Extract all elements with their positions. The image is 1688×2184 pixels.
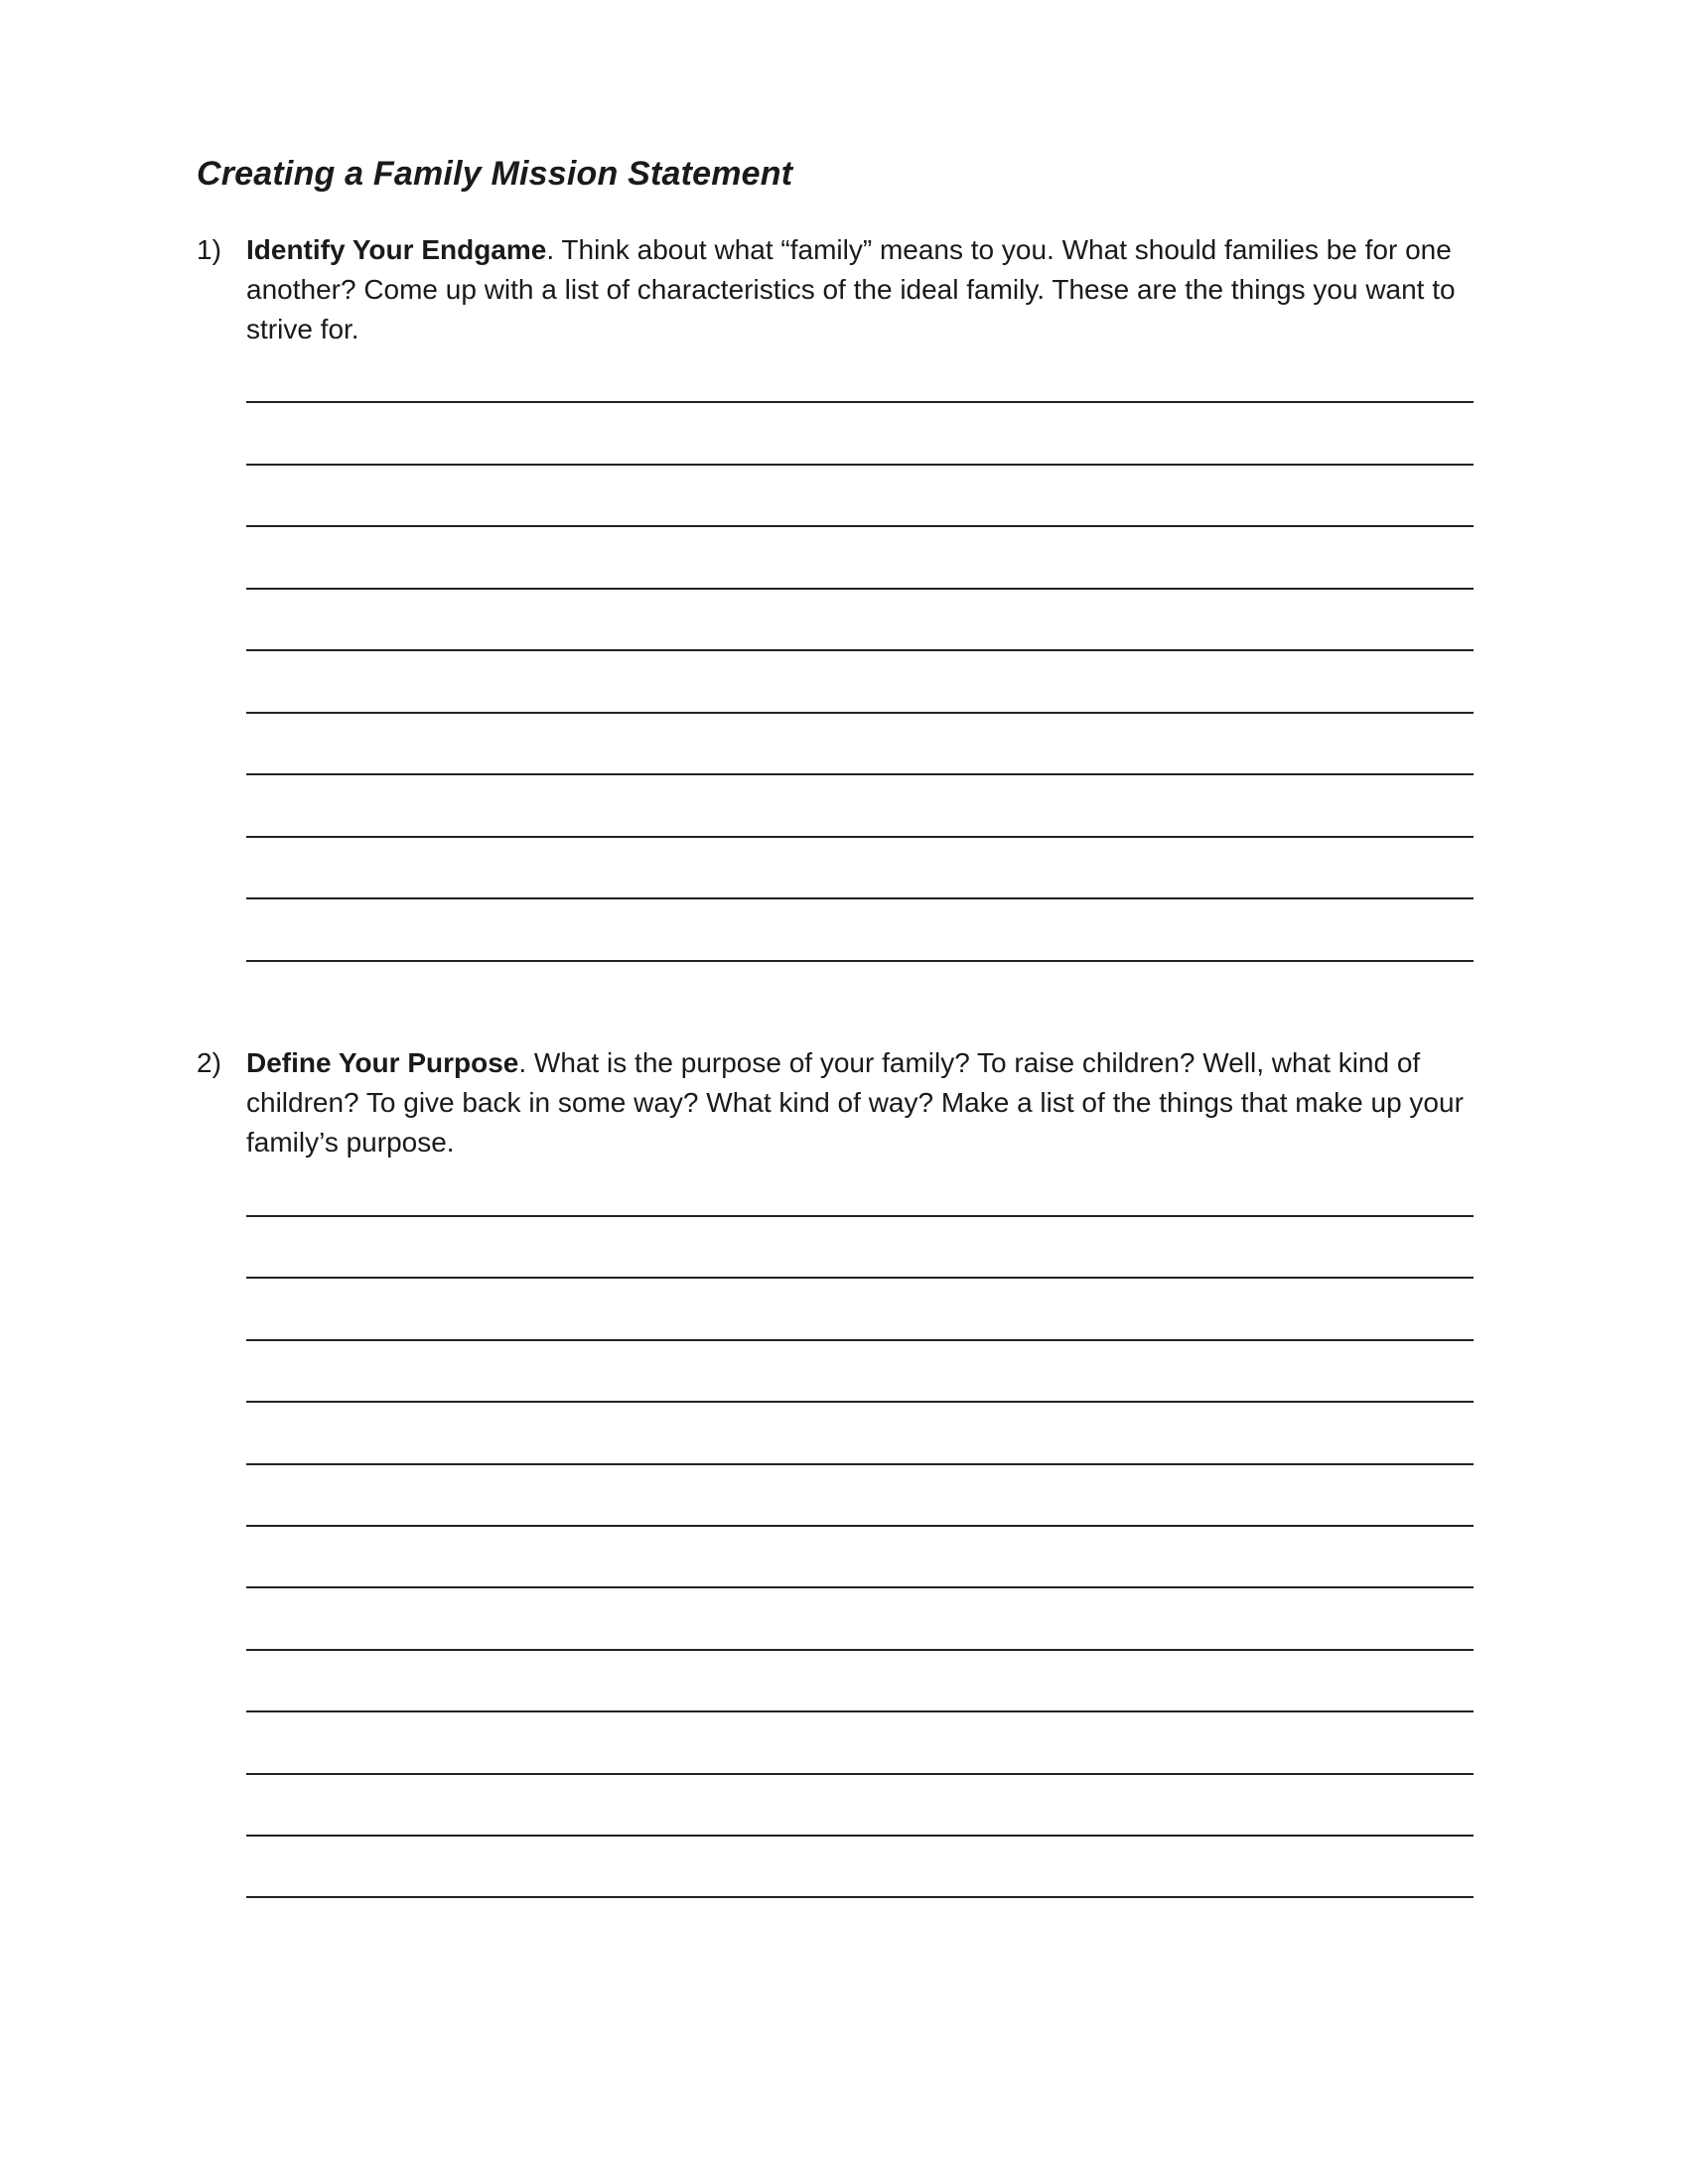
section-number: 2) xyxy=(197,1047,221,1078)
answer-line[interactable] xyxy=(246,1339,1474,1341)
section-heading: Identify Your Endgame xyxy=(246,234,547,265)
answer-line[interactable] xyxy=(246,960,1474,962)
answer-line[interactable] xyxy=(246,588,1474,590)
answer-line[interactable] xyxy=(246,401,1474,403)
answer-line[interactable] xyxy=(246,1773,1474,1775)
answer-line[interactable] xyxy=(246,1401,1474,1403)
section-heading: Define Your Purpose xyxy=(246,1047,519,1078)
section-prompt xyxy=(246,1043,1489,1162)
section-instructions: . Think about what “family” means to you. What should families be for one another? Come up with a list of characteristics of the ideal family. These are the things you want to strive for. xyxy=(246,234,1456,344)
answer-line[interactable] xyxy=(246,1215,1474,1217)
answer-line[interactable] xyxy=(246,1277,1474,1279)
answer-line[interactable] xyxy=(246,1649,1474,1651)
answer-line[interactable] xyxy=(246,1586,1474,1588)
answer-line[interactable] xyxy=(246,773,1474,775)
answer-line[interactable] xyxy=(246,712,1474,714)
answer-line[interactable] xyxy=(246,464,1474,466)
answer-line[interactable] xyxy=(246,649,1474,651)
answer-line[interactable] xyxy=(246,1525,1474,1527)
answer-line[interactable] xyxy=(246,897,1474,899)
answer-line[interactable] xyxy=(246,836,1474,838)
page-title: Creating a Family Mission Statement xyxy=(197,155,793,193)
section-number: 1) xyxy=(197,234,221,265)
answer-line[interactable] xyxy=(246,1896,1474,1898)
answer-line[interactable] xyxy=(246,1463,1474,1465)
answer-line[interactable] xyxy=(246,1710,1474,1712)
section-instructions: . What is the purpose of your family? To raise children? Well, what kind of children? To give back in some way? What kind of way? Make a list of the things that make up your family’s purpose. xyxy=(246,1047,1464,1158)
answer-line[interactable] xyxy=(246,525,1474,527)
answer-line[interactable] xyxy=(246,1835,1474,1837)
section-prompt xyxy=(246,230,1489,349)
